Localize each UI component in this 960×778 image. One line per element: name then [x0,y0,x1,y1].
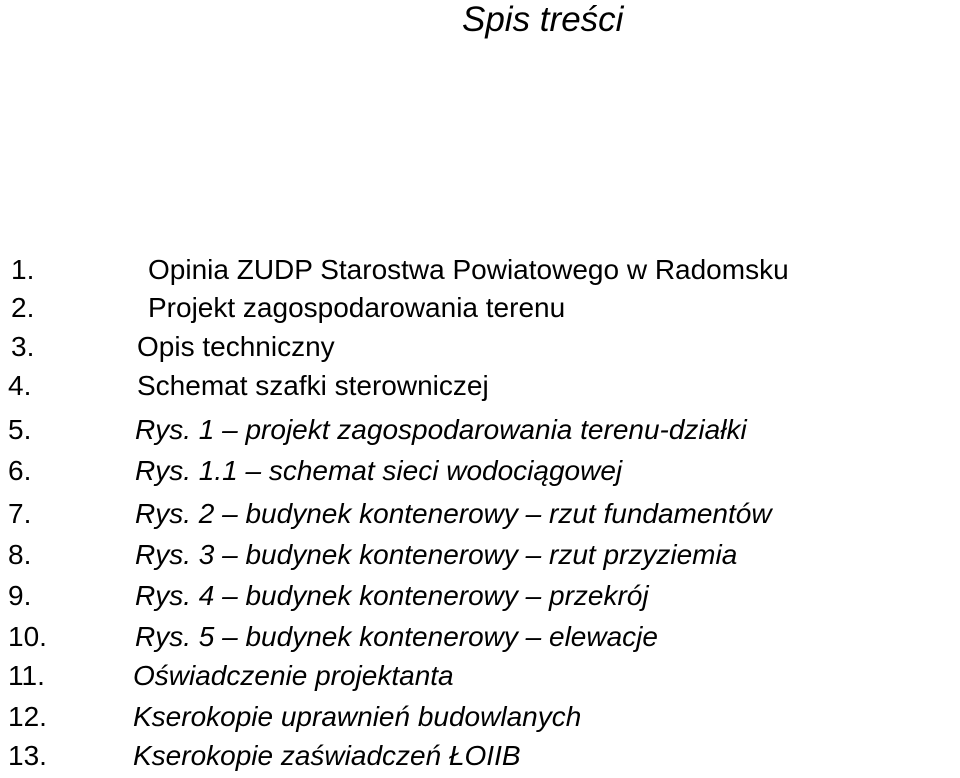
toc-item [0,494,960,534]
toc-item-number: 2. [11,292,35,323]
toc-item-number: 10. [8,621,47,652]
toc-item [0,656,960,696]
page-title: Spis treści [462,0,624,39]
toc-item-number: 1. [11,254,35,285]
toc-item-text: Rys. 3 – budynek kontenerowy – rzut przyziemia [135,539,738,570]
toc-item-text: Opinia ZUDP Starostwa Powiatowego w Radomsku [148,254,789,285]
toc-item-text: Oświadczenie projektanta [133,660,454,691]
toc-item-number: 4. [8,370,32,401]
toc-item-number: 11. [8,660,45,691]
toc-item-number: 12. [8,701,47,732]
toc-item-text: Rys. 4 – budynek kontenerowy – przekrój [135,580,649,611]
toc-item-number: 5. [8,414,32,445]
toc-item-number: 6. [8,455,32,486]
toc-item-text: Rys. 1 – projekt zagospodarowania terenu-działki [135,414,747,445]
toc-item-text: Opis techniczny [137,331,335,362]
toc-item-number: 13. [8,740,47,771]
toc-item-number: 9. [8,580,32,611]
toc-item-text: Rys. 5 – budynek kontenerowy – elewacje [135,621,658,652]
toc-item-number: 3. [11,331,35,362]
toc-item [0,617,960,657]
toc-item-text: Schemat szafki sterowniczej [137,370,489,401]
toc-item [0,451,960,491]
toc-item-text: Rys. 1.1 – schemat sieci wodociągowej [135,455,623,486]
toc-item-number: 8. [8,539,32,570]
toc-item [0,535,960,575]
toc-item-text: Rys. 2 – budynek kontenerowy – rzut fundamentów [135,498,772,529]
toc-item [0,736,960,776]
toc-item-text: Kserokopie zaświadczeń ŁOIIB [133,740,521,771]
toc-item [0,576,960,616]
toc-item [0,366,960,406]
toc-item [0,250,960,290]
toc-item [0,327,960,367]
toc-item [0,410,960,450]
toc-item-text: Projekt zagospodarowania terenu [148,292,566,323]
toc-item-number: 7. [8,498,32,529]
toc-item [0,697,960,737]
toc-item [0,288,960,328]
toc-item-text: Kserokopie uprawnień budowlanych [133,701,582,732]
